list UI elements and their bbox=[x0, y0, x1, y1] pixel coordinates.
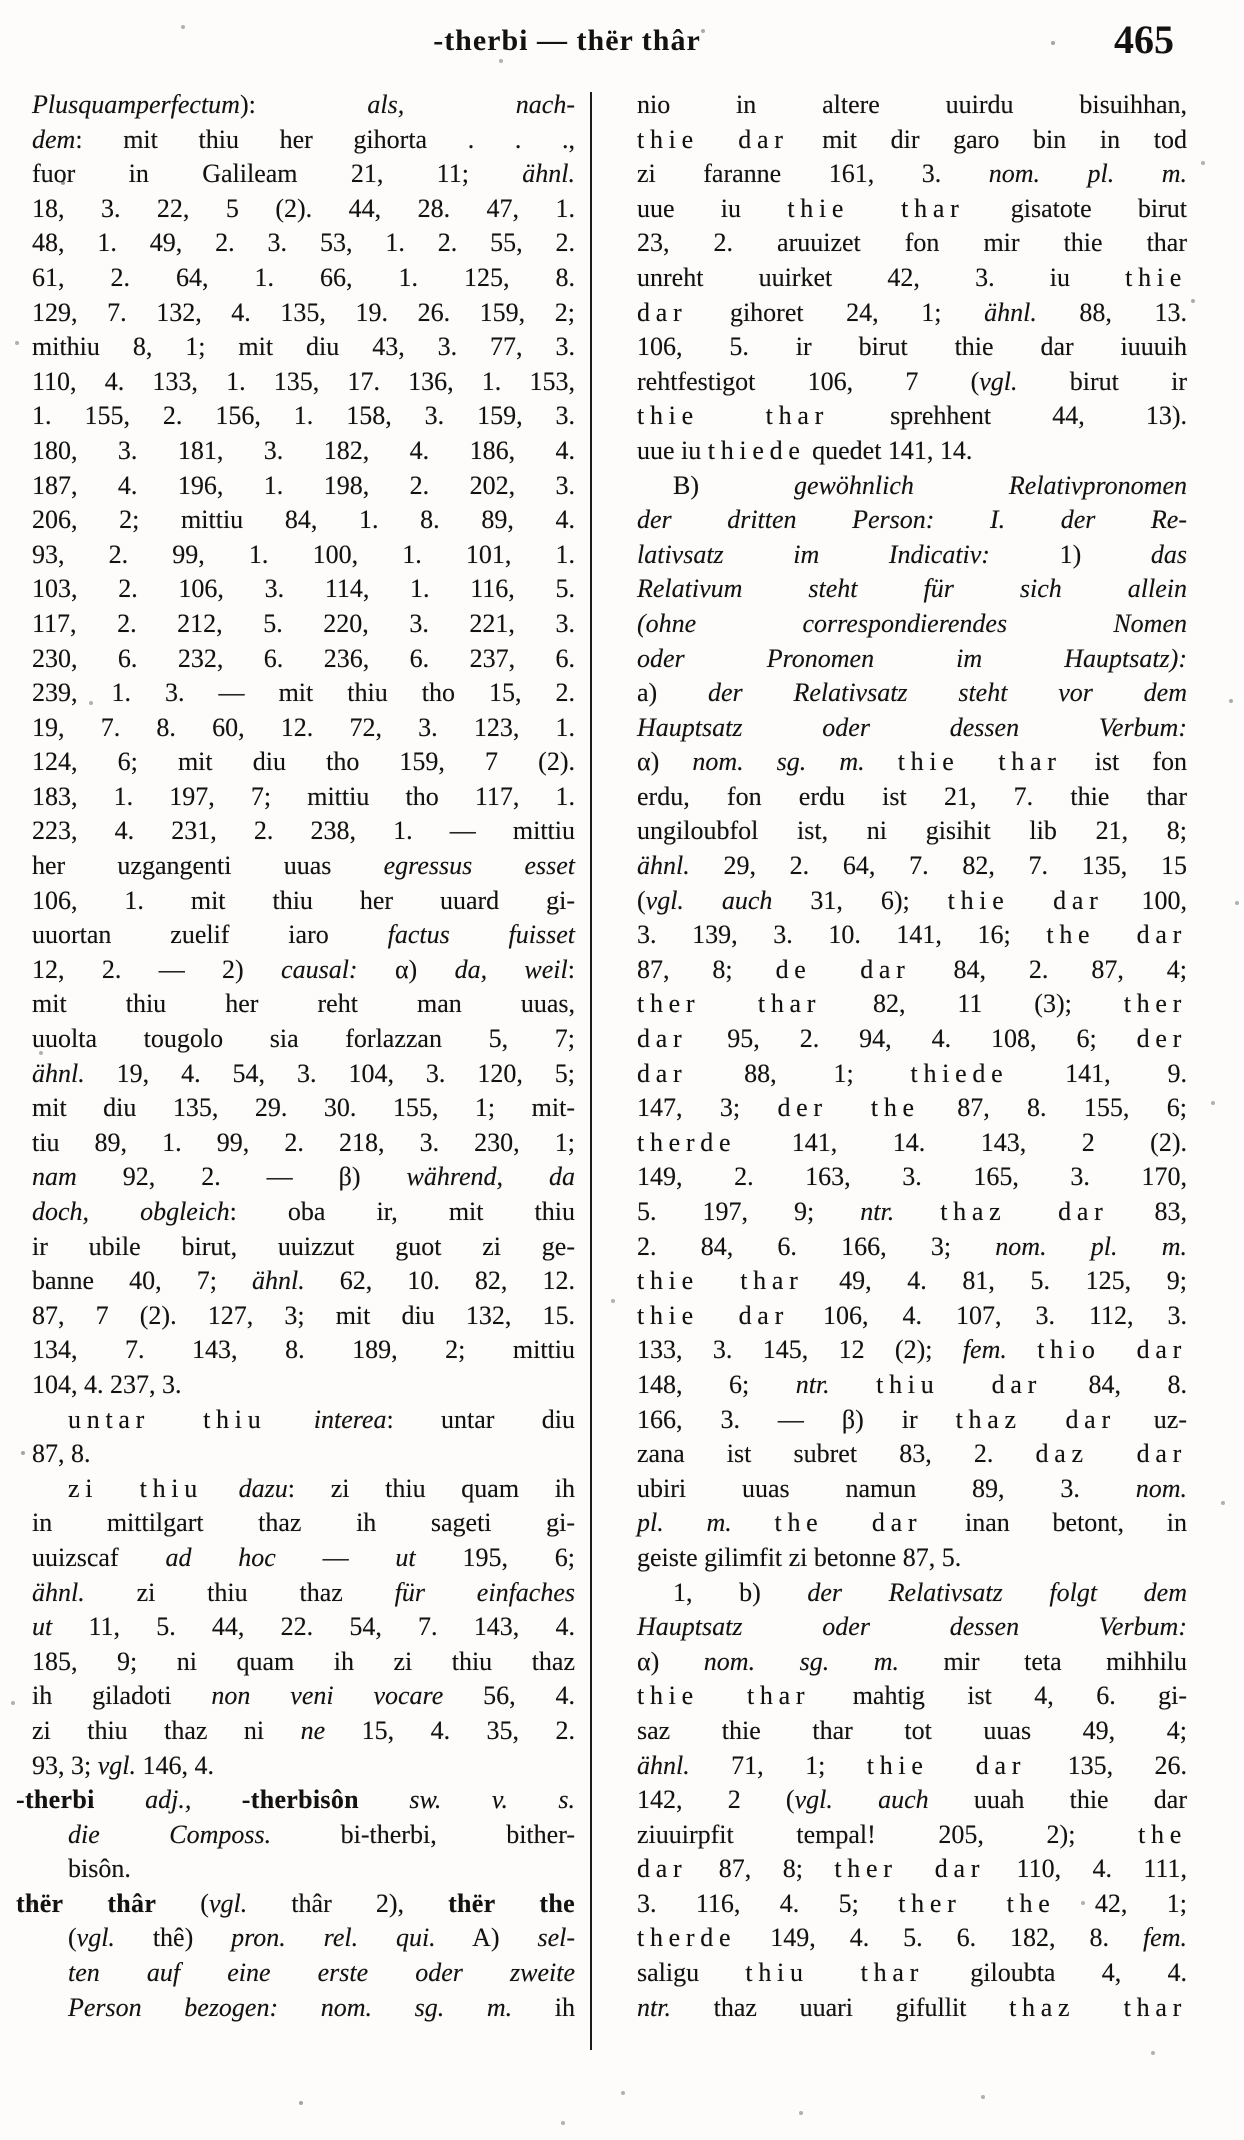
text-line: ungiloubfol ist, ni gisihit lib 21, 8; bbox=[637, 816, 1187, 846]
text-line: doch, obgleich: oba ir, mit thiu bbox=[32, 1197, 575, 1226]
text-line: 239, 1. 3. — mit thiu tho 15, 2. bbox=[32, 678, 575, 708]
text-line: B) gewöhnlich Relativpronomen bbox=[673, 470, 1187, 500]
text-line: 183, 1. 197, 7; mittiu tho 117, 1. bbox=[32, 781, 575, 811]
text-line: untar thiu interea: untar diu bbox=[68, 1404, 576, 1434]
text-line: 133, 3. 145, 12 (2); fem. thio dar bbox=[637, 1335, 1187, 1365]
text-line: a) der Relativsatz steht vor dem bbox=[637, 678, 1187, 708]
text-line: 230, 6. 232, 6. 236, 6. 237, 6. bbox=[32, 643, 575, 673]
text-line: ther thar 82, 11 (3); ther bbox=[637, 989, 1188, 1019]
text-line: lativsatz im Indicativ: 1) das bbox=[637, 539, 1187, 569]
text-line: Relativum steht für sich allein bbox=[637, 574, 1187, 604]
text-line: 117, 2. 212, 5. 220, 3. 221, 3. bbox=[32, 608, 575, 638]
text-line: 166, 3. — β) ir thaz dar uz- bbox=[637, 1404, 1187, 1434]
text-line: uue iu thie thar gisatote birut bbox=[637, 193, 1188, 223]
text-line: geiste gilimfit zi betonne 87, 5. bbox=[637, 1542, 962, 1572]
text-line: α) nom. sg. m. thie thar ist fon bbox=[637, 747, 1188, 777]
text-line: 106, 1. mit thiu her uuard gi- bbox=[32, 885, 575, 915]
text-line: 48, 1. 49, 2. 3. 53, 1. 2. 55, 2. bbox=[32, 228, 575, 258]
text-line: in mittilgart thaz ih sageti gi- bbox=[32, 1508, 575, 1538]
text-line: 223, 4. 231, 2. 238, 1. — mittiu bbox=[32, 816, 575, 846]
text-line: 87, 8; de dar 84, 2. 87, 4; bbox=[637, 954, 1187, 984]
text-line: thie dar 106, 4. 107, 3. 112, 3. bbox=[637, 1300, 1187, 1330]
text-line: 206, 2; mittiu 84, 1. 8. 89, 4. bbox=[32, 505, 575, 535]
text-line: dem: mit thiu her gihorta . . ., bbox=[32, 124, 575, 154]
text-line: uuolta tougolo sia forlazzan 5, 7; bbox=[32, 1024, 575, 1054]
text-line: (vgl. thê) pron. rel. qui. A) sel- bbox=[68, 1923, 575, 1953]
text-line: erdu, fon erdu ist 21, 7. thie thar bbox=[637, 781, 1187, 811]
text-line: 129, 7. 132, 4. 135, 19. 26. 159, 2; bbox=[32, 297, 575, 327]
text-line: 180, 3. 181, 3. 182, 4. 186, 4. bbox=[32, 435, 575, 465]
text-line: Hauptsatz oder dessen Verbum: bbox=[637, 712, 1187, 742]
text-line: thie thar 49, 4. 81, 5. 125, 9; bbox=[637, 1266, 1187, 1296]
text-line: banne 40, 7; ähnl. 62, 10. 82, 12. bbox=[32, 1266, 575, 1296]
text-line: ziuuirpfit tempal! 205, 2); the bbox=[637, 1819, 1187, 1849]
text-line: 93, 3; vgl. 146, 4. bbox=[32, 1750, 214, 1780]
text-line: thie thar mahtig ist 4, 6. gi- bbox=[637, 1681, 1187, 1711]
text-line: ähnl. 29, 2. 64, 7. 82, 7. 135, 15 bbox=[637, 851, 1187, 881]
text-line: 87, 7 (2). 127, 3; mit diu 132, 15. bbox=[32, 1300, 575, 1330]
text-line: her uzgangenti uuas egressus esset bbox=[32, 851, 575, 881]
text-line: therde 141, 14. 143, 2 (2). bbox=[637, 1127, 1187, 1157]
text-line: 142, 2 (vgl. auch uuah thie dar bbox=[637, 1785, 1187, 1815]
text-line: ähnl. 19, 4. 54, 3. 104, 3. 120, 5; bbox=[32, 1058, 575, 1088]
text-line: dar gihoret 24, 1; ähnl. 88, 13. bbox=[637, 297, 1188, 327]
text-line: α) nom. sg. m. mir teta mihhilu bbox=[637, 1646, 1188, 1676]
text-line: thie thar sprehhent 44, 13). bbox=[637, 401, 1187, 431]
text-line: 104, 4. 237, 3. bbox=[32, 1369, 182, 1399]
running-header-title: -therbi — thër thâr bbox=[433, 24, 701, 57]
text-line: 185, 9; ni quam ih zi thiu thaz bbox=[32, 1646, 575, 1676]
text-line: ih giladoti non veni vocare 56, 4. bbox=[32, 1681, 575, 1711]
text-line: 19, 7. 8. 60, 12. 72, 3. 123, 1. bbox=[32, 712, 575, 742]
text-line: 93, 2. 99, 1. 100, 1. 101, 1. bbox=[32, 539, 575, 569]
text-line: ähnl. zi thiu thaz für einfaches bbox=[32, 1577, 575, 1607]
text-line: ubiri uuas namun 89, 3. nom. bbox=[637, 1473, 1187, 1503]
text-line: zana ist subret 83, 2. daz dar bbox=[637, 1439, 1187, 1469]
right-column bbox=[637, 88, 1187, 2025]
text-line: mit thiu her reht man uuas, bbox=[32, 989, 575, 1019]
text-line: ten auf eine erste oder zweite bbox=[68, 1958, 575, 1988]
text-line: 87, 8. bbox=[32, 1439, 91, 1469]
text-line: 23, 2. aruuizet fon mir thie thar bbox=[637, 228, 1187, 258]
text-line: thie dar mit dir garo bin in tod bbox=[637, 124, 1187, 154]
text-line: 61, 2. 64, 1. 66, 1. 125, 8. bbox=[32, 262, 575, 292]
text-line: oder Pronomen im Hauptsatz): bbox=[637, 643, 1187, 673]
text-line: saligu thiu thar giloubta 4, 4. bbox=[637, 1958, 1187, 1988]
left-column bbox=[16, 88, 576, 2025]
text-line: unreht uuirket 42, 3. iu thie bbox=[637, 262, 1187, 292]
text-line: 18, 3. 22, 5 (2). 44, 28. 47, 1. bbox=[32, 193, 575, 223]
text-line: zi thiu dazu: zi thiu quam ih bbox=[68, 1473, 575, 1503]
text-line: pl. m. the dar inan betont, in bbox=[637, 1508, 1187, 1538]
text-line: bisôn. bbox=[68, 1854, 131, 1884]
text-line: thër thâr (vgl. thâr 2), thër the bbox=[16, 1888, 575, 1918]
text-line: 12, 2. — 2) causal: α) da, weil: bbox=[32, 954, 575, 984]
text-line: (vgl. auch 31, 6); thie dar 100, bbox=[637, 885, 1187, 915]
text-line: 149, 2. 163, 3. 165, 3. 170, bbox=[637, 1162, 1187, 1192]
text-line: fuor in Galileam 21, 11; ähnl. bbox=[32, 159, 575, 189]
text-line: 106, 5. ir birut thie dar iuuuih bbox=[637, 332, 1187, 362]
text-line: 148, 6; ntr. thiu dar 84, 8. bbox=[637, 1369, 1187, 1399]
text-line: ntr. thaz uuari gifullit thaz thar bbox=[637, 1992, 1187, 2022]
text-line: 187, 4. 196, 1. 198, 2. 202, 3. bbox=[32, 470, 575, 500]
text-line: 110, 4. 133, 1. 135, 17. 136, 1. 153, bbox=[32, 366, 575, 396]
text-line: dar 95, 2. 94, 4. 108, 6; der bbox=[637, 1024, 1187, 1054]
column-divider bbox=[590, 92, 592, 2050]
text-line: die Composs. bi-therbi, bither- bbox=[68, 1819, 575, 1849]
text-line: nam 92, 2. — β) während, da bbox=[32, 1162, 575, 1192]
text-line: Person bezogen: nom. sg. m. ih bbox=[68, 1992, 575, 2022]
text-line: nio in altere uuirdu bisuihhan, bbox=[637, 90, 1187, 119]
running-header bbox=[0, 16, 1244, 72]
text-line: der dritten Person: I. der Re- bbox=[637, 505, 1187, 535]
page-number: 465 bbox=[1114, 17, 1174, 62]
text-line: 147, 3; der the 87, 8. 155, 6; bbox=[637, 1093, 1187, 1123]
text-line: therde 149, 4. 5. 6. 182, 8. fem. bbox=[637, 1923, 1187, 1953]
text-line: uue iu thiede quedet 141, 14. bbox=[637, 435, 973, 465]
text-line: 3. 116, 4. 5; ther the 42, 1; bbox=[637, 1888, 1187, 1918]
text-line: 2. 84, 6. 166, 3; nom. pl. m. bbox=[637, 1231, 1187, 1261]
text-line: Plusquamperfectum): als, nach- bbox=[32, 90, 575, 119]
text-line: uuortan zuelif iaro factus fuisset bbox=[32, 920, 575, 950]
text-line: zi faranne 161, 3. nom. pl. m. bbox=[637, 159, 1188, 189]
text-line: ut 11, 5. 44, 22. 54, 7. 143, 4. bbox=[32, 1612, 575, 1642]
text-line: uuizscaf ad hoc — ut 195, 6; bbox=[32, 1542, 575, 1572]
text-line: 124, 6; mit diu tho 159, 7 (2). bbox=[32, 747, 575, 777]
text-line: rehtfestigot 106, 7 (vgl. birut ir bbox=[637, 366, 1187, 396]
text-line: 1, b) der Relativsatz folgt dem bbox=[673, 1577, 1187, 1607]
text-line: mithiu 8, 1; mit diu 43, 3. 77, 3. bbox=[32, 332, 575, 362]
text-line: Hauptsatz oder dessen Verbum: bbox=[637, 1612, 1187, 1642]
text-line: 134, 7. 143, 8. 189, 2; mittiu bbox=[32, 1335, 575, 1365]
text-line: zi thiu thaz ni ne 15, 4. 35, 2. bbox=[32, 1715, 575, 1745]
text-line: 1. 155, 2. 156, 1. 158, 3. 159, 3. bbox=[32, 401, 575, 431]
text-line: mit diu 135, 29. 30. 155, 1; mit- bbox=[32, 1093, 575, 1123]
text-line: 103, 2. 106, 3. 114, 1. 116, 5. bbox=[32, 574, 575, 604]
scan-noise bbox=[0, 0, 2, 2]
text-line: tiu 89, 1. 99, 2. 218, 3. 230, 1; bbox=[32, 1127, 575, 1157]
text-line: -therbi adj., -therbisôn sw. v. s. bbox=[16, 1785, 576, 1815]
text-line: ähnl. 71, 1; thie dar 135, 26. bbox=[637, 1750, 1187, 1780]
text-line: saz thie thar tot uuas 49, 4; bbox=[637, 1715, 1187, 1745]
text-line: dar 88, 1; thiede 141, 9. bbox=[637, 1058, 1187, 1088]
text-line: ir ubile birut, uuizzut guot zi ge- bbox=[32, 1231, 575, 1261]
text-line: (ohne correspondierendes Nomen bbox=[637, 608, 1187, 638]
text-line: dar 87, 8; ther dar 110, 4. 111, bbox=[637, 1854, 1187, 1884]
text-line: 5. 197, 9; ntr. thaz dar 83, bbox=[637, 1197, 1188, 1226]
text-line: 3. 139, 3. 10. 141, 16; the dar bbox=[637, 920, 1187, 950]
